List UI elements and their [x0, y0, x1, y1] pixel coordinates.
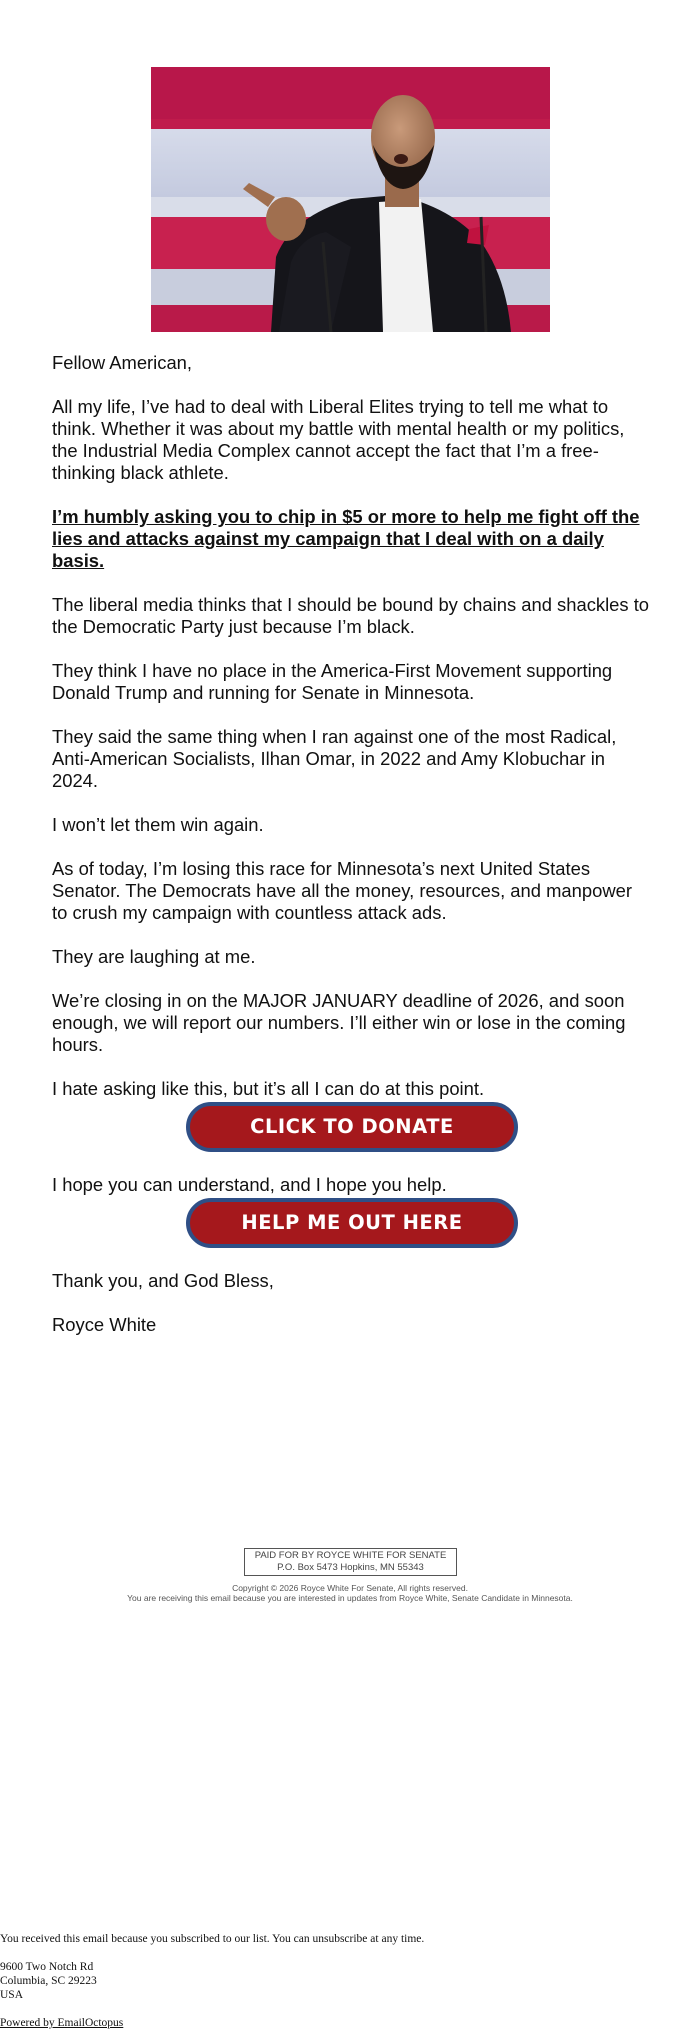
paragraph: They said the same thing when I ran against one of the most Radical, Anti-American Socialists, Ilhan Omar, in 2022 and Amy Klobuchar in 2024.	[52, 726, 617, 791]
paragraph: I hope you can understand, and I hope you help.	[52, 1174, 447, 1195]
greeting: Fellow American,	[52, 352, 193, 373]
paragraph: The liberal media thinks that I should be bound by chains and shackles to the Democratic Party just because I’m black.	[52, 594, 650, 637]
subscription-reason: You are receiving this email because you are interested in updates from Royce White, Senate Candidate in Minnesota.	[127, 1593, 573, 1603]
paragraph: They are laughing at me.	[52, 946, 256, 967]
paid-for-disclaimer	[244, 1548, 457, 1576]
copyright-text: Copyright © 2026 Royce White For Senate, All rights reserved.	[232, 1583, 468, 1593]
powered-by-link[interactable]: Powered by EmailOctopus	[0, 2017, 124, 2029]
city: Columbia, SC 29223	[0, 1975, 97, 1987]
country: USA	[0, 1989, 24, 2001]
help-button-row	[52, 1198, 652, 1248]
paragraph: We’re closing in on the MAJOR JANUARY deadline of 2026, and soon enough, we will report our numbers. I’ll either win or lose in the coming hours.	[52, 990, 626, 1055]
sender-address	[0, 1960, 700, 2002]
paragraph: I won’t let them win again.	[52, 814, 264, 835]
paragraph: All my life, I’ve had to deal with Liberal Elites trying to tell me what to think. Whether it was about my battle with mental health or my politics, the Industrial Media Complex cannot accept the fact that I’m a free-thinking black athlete.	[52, 396, 625, 483]
paragraph: I hate asking like this, but it’s all I can do at this point.	[52, 1078, 485, 1099]
paragraph: They think I have no place in the America-First Movement supporting Donald Trump and running for Senate in Minnesota.	[52, 660, 613, 703]
signature: Royce White	[52, 1314, 157, 1335]
paragraph: As of today, I’m losing this race for Minnesota’s next United States Senator. The Democrats have all the money, resources, and manpower to crush my campaign with countless attack ads.	[52, 858, 632, 923]
hero-photo-illustration	[151, 67, 550, 332]
powered-by-row	[0, 2016, 700, 2030]
help-me-out-button[interactable]: HELP ME OUT HERE	[186, 1198, 518, 1248]
hero-photo	[151, 67, 550, 332]
donation-ask: I’m humbly asking you to chip in $5 or more to help me fight off the lies and attacks against my campaign that I deal with on a daily basis.	[52, 506, 640, 571]
closing: Thank you, and God Bless,	[52, 1270, 274, 1291]
paid-for-text: PAID FOR BY ROYCE WHITE FOR SENATE	[254, 1550, 447, 1561]
unsubscribe-notice: You received this email because you subscribed to our list. You can unsubscribe at any time.	[0, 1933, 425, 1945]
donate-button-row	[52, 1102, 652, 1152]
donate-button[interactable]: CLICK TO DONATE	[186, 1102, 518, 1152]
campaign-address: P.O. Box 5473 Hopkins, MN 55343	[277, 1561, 424, 1573]
email-footer	[0, 1932, 700, 2043]
street: 9600 Two Notch Rd	[0, 1961, 94, 1973]
letter-body	[52, 352, 652, 1358]
